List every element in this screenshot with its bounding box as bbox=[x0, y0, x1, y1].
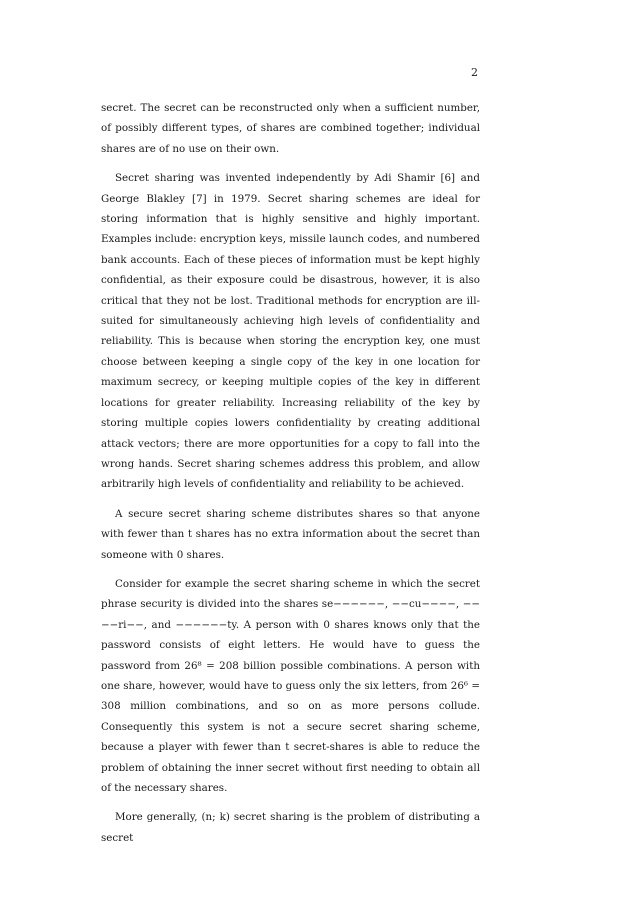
paragraph-continuation: secret. The secret can be reconstructed only when a sufficient number, of possibly different types, of shares are combined together; individual shares are of no use on their own. bbox=[101, 102, 480, 155]
paragraph-history: Secret sharing was invented independently by Adi Shamir [6] and George Blakley [7] in 1979. Secret sharing schemes are ideal for storing information that is highly sensitive and highly important. Examples include: encryption keys, missile launch codes, and numbered bank accounts. Each of these pieces of information must be kept highly confidential, as their exposure could be disastrous, however, it is also critical that they not be lost. Traditional methods for encryption are ill-suited for simultaneously achieving high levels of confidentiality and reliability. This is because when storing the encryption key, one must choose between keeping a single copy of the key in one location for maximum secrecy, or keeping multiple copies of the key in different locations for greater reliability. Increasing reliability of the key by storing multiple copies lowers confidentiality by creating additional attack vectors; there are more opportunities for a copy to fall into the wrong hands. Secret sharing schemes address this problem, and allow arbitrarily high levels of confidentiality and reliability to be achieved. bbox=[101, 172, 480, 491]
paragraph-secure-scheme: A secure secret sharing scheme distributes shares so that anyone with fewer than t shares has no extra information about the secret than someone with 0 shares. bbox=[101, 507, 480, 561]
paragraph-example: Consider for example the secret sharing scheme in which the secret phrase security is divided into the shares se−−−−−−, −−cu−−−−, −−−−ri−−, and −−−−−−ty. A person with 0 shares knows only that the password consists of eight letters. He would have to guess the password from 26⁸ = 208 billion possible combinations. A person with one share, however, would have to guess only the six letters, from 26⁶ = 308 million combinations, and so on as more persons collude. Consequently this system is not a secure secret sharing scheme, because a player with fewer than t secret-shares is able to reduce the problem of obtaining the inner secret without first needing to obtain all of the necessary shares. bbox=[101, 577, 480, 794]
body-text bbox=[101, 98, 480, 857]
page-number: 2 bbox=[471, 66, 478, 79]
paragraph-general: More generally, (n; k) secret sharing is the problem of distributing a secret bbox=[101, 811, 480, 844]
